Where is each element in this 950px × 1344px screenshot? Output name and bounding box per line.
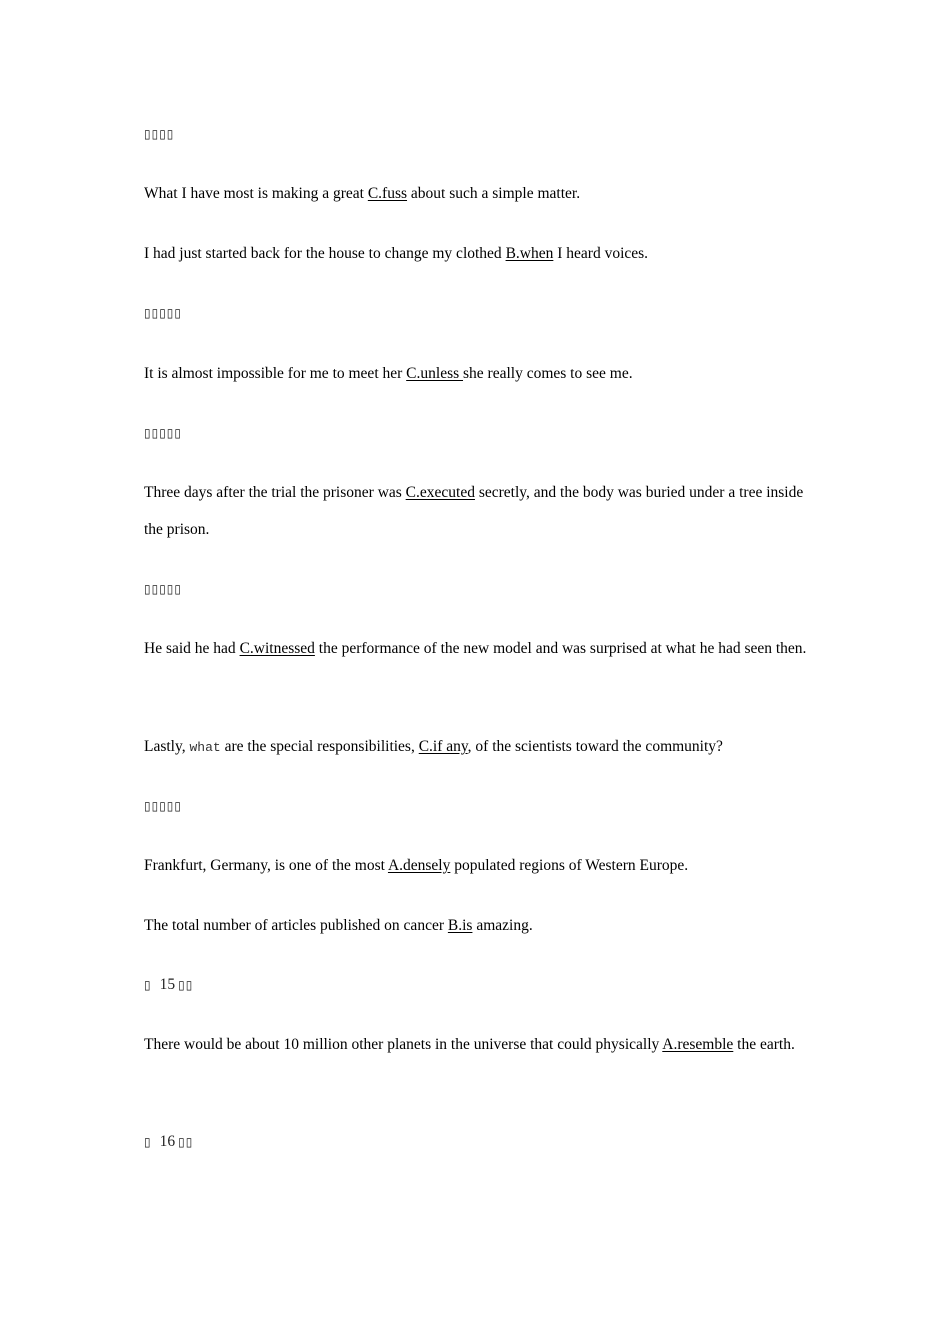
section-heading-4 bbox=[144, 579, 182, 599]
question-number: 16 bbox=[159, 1133, 176, 1150]
answer-option: C.executed bbox=[405, 484, 475, 501]
heading-text: ▯▯ bbox=[178, 1135, 194, 1149]
sentence-text: secretly, and the body was buried under a tree inside the prison. bbox=[144, 484, 804, 538]
sentence-text: I had just started back for the house to change my clothed bbox=[144, 245, 506, 262]
sentence-text: , of the scientists toward the community? bbox=[467, 738, 723, 755]
sentence-text: amazing. bbox=[472, 917, 533, 934]
sentence-text: I heard voices. bbox=[553, 245, 649, 262]
section-heading-5 bbox=[144, 796, 182, 816]
heading-text: ▯▯▯▯▯ bbox=[144, 306, 183, 320]
heading-text: ▯▯ bbox=[178, 978, 194, 992]
answer-option: A.resemble bbox=[662, 1036, 734, 1053]
sentence-5 bbox=[144, 630, 814, 667]
answer-option: B.when bbox=[505, 245, 554, 262]
sentence-2 bbox=[144, 244, 814, 264]
section-heading-15 bbox=[144, 975, 193, 995]
sentence-8 bbox=[144, 916, 814, 936]
heading-text: ▯▯▯▯ bbox=[144, 127, 175, 141]
answer-option: C.unless bbox=[406, 365, 464, 382]
sentence-text: the earth. bbox=[733, 1036, 795, 1053]
sentence-6 bbox=[144, 737, 814, 758]
answer-option: B.is bbox=[447, 917, 473, 934]
section-heading-3 bbox=[144, 423, 182, 443]
section-heading-1 bbox=[144, 124, 174, 144]
sentence-text: populated regions of Western Europe. bbox=[450, 857, 689, 874]
sentence-text: There would be about 10 million other planets in the universe that could physically bbox=[144, 1036, 663, 1053]
section-heading-2 bbox=[144, 303, 182, 323]
answer-option: A.densely bbox=[387, 857, 451, 874]
sentence-text: the performance of the new model and was surprised at what he had seen then. bbox=[314, 640, 807, 657]
heading-text: ▯ bbox=[144, 978, 152, 992]
sentence-text: she really comes to see me. bbox=[463, 365, 633, 382]
sentence-text: It is almost impossible for me to meet her bbox=[144, 365, 407, 382]
sentence-text: The total number of articles published on cancer bbox=[144, 917, 448, 934]
heading-text: ▯▯▯▯▯ bbox=[144, 426, 183, 440]
answer-option: C.witnessed bbox=[239, 640, 315, 657]
question-number: 15 bbox=[159, 976, 176, 993]
sentence-3 bbox=[144, 364, 814, 384]
answer-option: C.fuss bbox=[367, 185, 408, 202]
section-heading-16 bbox=[144, 1132, 193, 1152]
sentence-text: Three days after the trial the prisoner was bbox=[144, 484, 406, 501]
sentence-7 bbox=[144, 856, 814, 876]
answer-option: C.if any bbox=[418, 738, 468, 755]
heading-text: ▯▯▯▯▯ bbox=[144, 582, 183, 596]
sentence-text: Frankfurt, Germany, is one of the most bbox=[144, 857, 388, 874]
sentence-text: He said he had bbox=[144, 640, 240, 657]
sentence-text: about such a simple matter. bbox=[407, 185, 581, 202]
sentence-1 bbox=[144, 184, 814, 204]
sentence-9 bbox=[144, 1026, 814, 1063]
sentence-4 bbox=[144, 474, 814, 548]
sentence-text: Lastly, bbox=[144, 738, 190, 755]
heading-text: ▯▯▯▯▯ bbox=[144, 799, 183, 813]
sentence-text-mono: what bbox=[189, 740, 221, 755]
sentence-text: are the special responsibilities, bbox=[220, 738, 419, 755]
sentence-text: What I have most is making a great bbox=[144, 185, 368, 202]
heading-text: ▯ bbox=[144, 1135, 152, 1149]
